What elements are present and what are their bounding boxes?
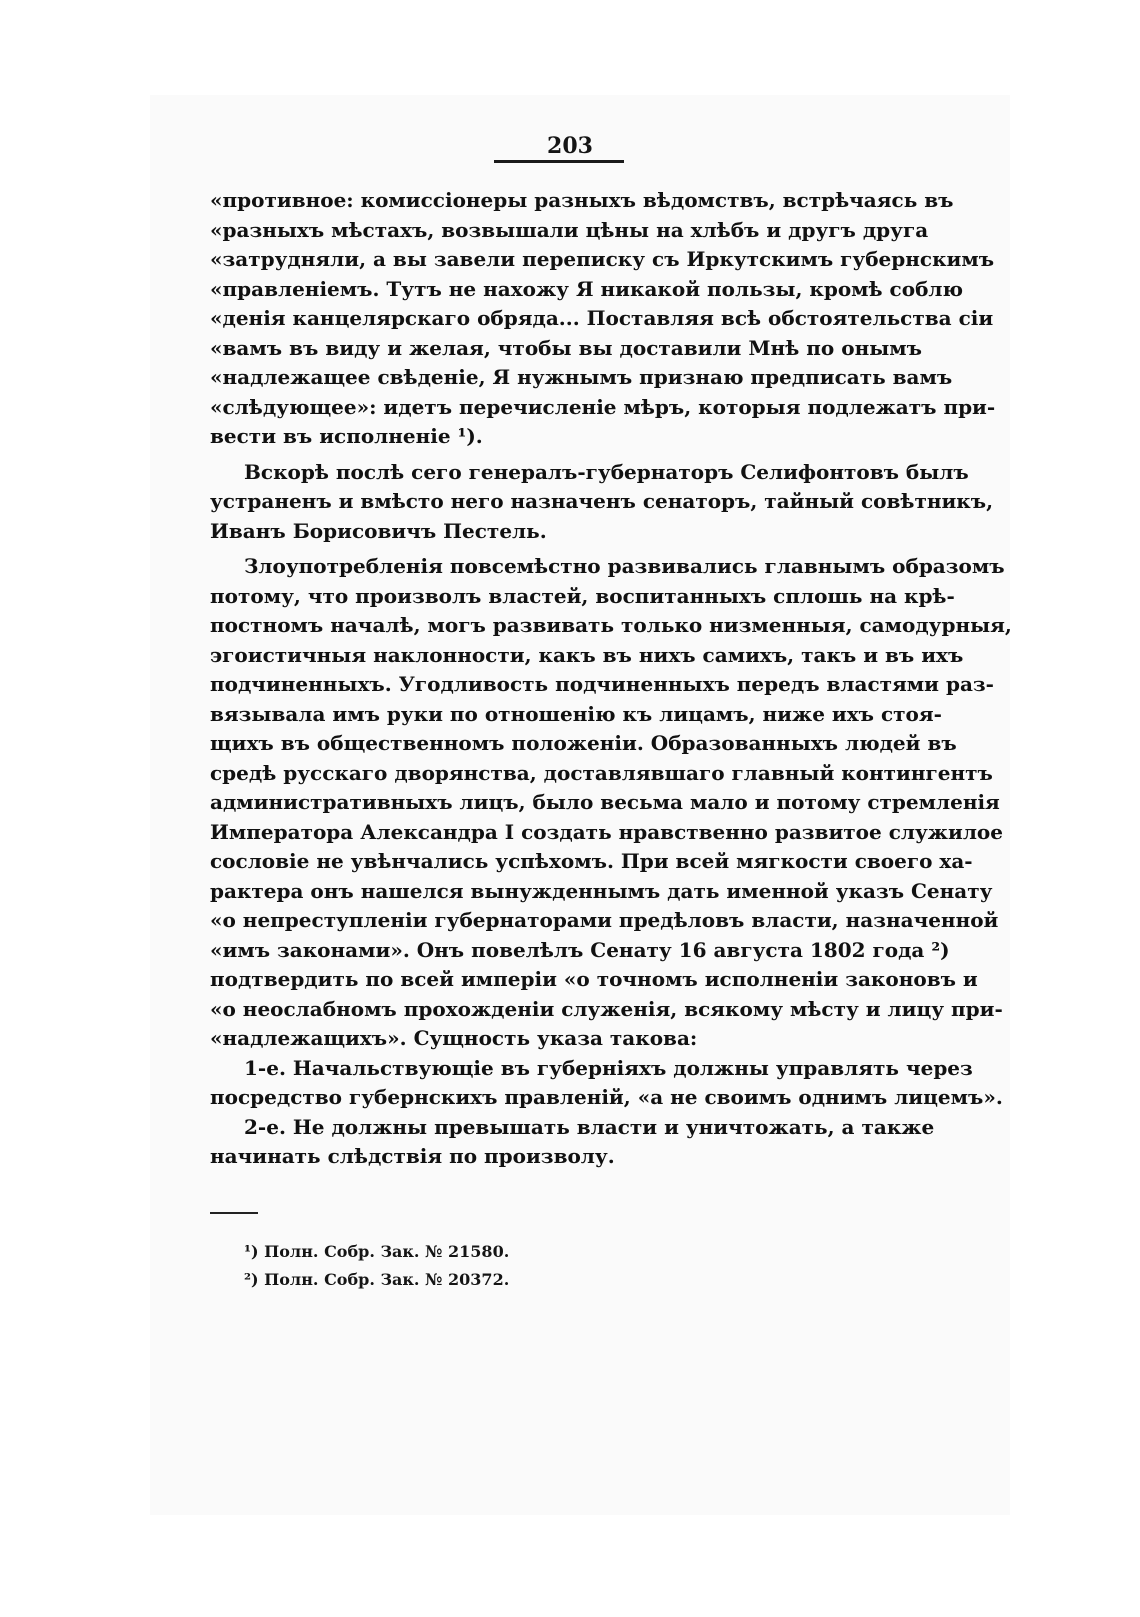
text-line: «надлежащихъ». Сущность указа такова: [210,1026,698,1050]
text-line: 1-е. Начальствующіе въ губерніяхъ должны управлять через [244,1055,973,1080]
text-line: «затрудняли, а вы завели переписку съ Иркутскимъ губернскимъ [210,247,995,271]
text-line: «разныхъ мѣстахъ, возвышали цѣны на хлѣбъ и другъ друга [210,217,929,242]
footnote: ¹) Полн. Собр. Зак. № 21580. [244,1242,510,1261]
text-line: посредство губернскихъ правленій, «а не своимъ однимъ лицемъ». [210,1085,1003,1109]
text-line: устраненъ и вмѣсто него назначенъ сенаторъ, тайный совѣтникъ, [210,489,994,513]
text-line: Злоупотребленія повсемѣстно развивались главнымъ образомъ [244,554,1005,578]
text-line: начинать слѣдствія по произволу. [210,1144,615,1168]
text-line: эгоистичныя наклонности, какъ въ нихъ самихъ, такъ и въ ихъ [210,642,964,667]
footnote-separator [210,1212,258,1214]
text-line: «надлежащее свѣденіе, Я нужнымъ признаю предписать вамъ [210,365,953,389]
footnote: ²) Полн. Собр. Зак. № 20372. [244,1270,510,1289]
text-line: «слѣдующее»: идетъ перечисленіе мѣръ, которыя подлежатъ при- [210,394,996,419]
text-line: Вскорѣ послѣ сего генералъ-губернаторъ Селифонтовъ былъ [244,459,969,484]
text-line: потому, что произволъ властей, воспитанныхъ сплошь на крѣ- [210,583,955,608]
header-rule [494,160,624,163]
text-line: «о неослабномъ прохожденіи служенія, всякому мѣсту и лицу при- [210,996,1003,1021]
text-line: рактера онъ нашелся вынужденнымъ дать именной указъ Сенату [210,878,993,903]
text-line: щихъ въ общественномъ положеніи. Образованныхъ людей въ [210,731,957,755]
text-line: средѣ русскаго дворянства, доставлявшаго главный контингентъ [210,760,993,785]
text-line: подтвердить по всей имперіи «о точномъ исполненіи законовъ и [210,967,978,991]
text-line: Императора Александра I создать нравственно развитое служилое [210,819,1003,844]
text-line: вязывала имъ руки по отношенію къ лицамъ, ниже ихъ стоя- [210,701,942,726]
text-line: «правленіемъ. Тутъ не нахожу Я никакой пользы, кромѣ соблю [210,276,964,301]
text-line: «имъ законами». Онъ повелѣлъ Сенату 16 августа 1802 года ²) [210,937,950,962]
text-line: Иванъ Борисовичъ Пестель. [210,518,547,543]
text-line: «о непреступленіи губернаторами предѣловъ власти, назначенной [210,908,999,932]
text-line: постномъ началѣ, могъ развивать только низменныя, самодурныя, [210,613,1012,637]
text-line: сословіе не увѣнчались успѣхомъ. При всей мягкости своего ха- [210,849,973,873]
footnotes [244,1238,509,1294]
text-line: подчиненныхъ. Угодливость подчиненныхъ передъ властями раз- [210,672,994,696]
text-line: «вамъ въ виду и желая, чтобы вы доставили Мнѣ по онымъ [210,335,922,360]
text-line: «денія канцелярскаго обряда... Поставляя всѣ обстоятельства сіи [210,306,994,330]
text-line: административныхъ лицъ, было весьма мало и потому стремленія [210,790,1000,814]
text-line: «противное: комиссіонеры разныхъ вѣдомствъ, встрѣчаясь въ [210,188,954,212]
page-number: 203 [547,133,593,159]
text-line: 2-е. Не должны превышать власти и уничтожать, а также [244,1114,935,1139]
text-line: вести въ исполненіе ¹). [210,424,483,448]
body-text [210,186,1012,1172]
